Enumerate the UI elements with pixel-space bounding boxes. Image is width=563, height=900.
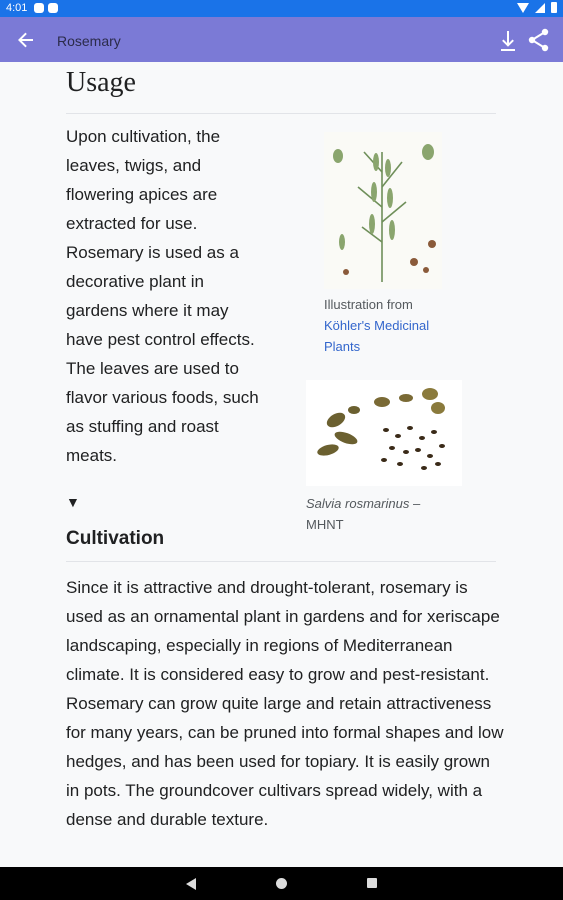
page-title: Rosemary [57,33,121,49]
notification-icons [34,3,58,13]
notification-icon [34,3,44,13]
status-bar [0,0,563,17]
article-content [0,62,563,867]
battery-icon [551,2,557,13]
section-heading-usage: Usage [66,67,136,98]
system-nav-bar [0,867,563,900]
cultivation-paragraph: Since it is attractive and drought-tolerant, rosemary is used as an ornamental plant in gardens and for xeriscape landscaping, especially in regions of Mediterranean climate. It is considered easy to grow and pest-resistant. Rosemary can grow quite large and retain attractiveness for many years, can be pruned into formal shapes and low hedges, and has been used for topiary. It is easily grown in pots. The groundcover cultivars spread widely, with a dense and durable texture. [66,578,504,829]
back-button[interactable] [14,28,38,52]
cell-signal-icon [535,3,545,13]
status-time: 4:01 [6,2,28,14]
share-icon [526,27,552,53]
kohler-illustration-image[interactable] [324,132,442,289]
caption-text: Illustration from [324,297,413,312]
notification-icon [48,3,58,13]
heading-divider [66,113,496,114]
heading-divider [66,561,496,562]
share-button[interactable] [526,27,552,53]
figure-caption-1 [324,294,454,357]
collapse-toggle[interactable]: ▼ [66,494,80,510]
wifi-icon [517,3,529,13]
download-icon [496,27,520,53]
caption-source: – MHNT [306,496,421,532]
figure-caption-2 [306,493,456,535]
nav-recents-icon[interactable] [367,878,377,888]
section-heading-cultivation[interactable]: Cultivation [66,528,165,549]
system-icons [517,2,557,13]
nav-home-icon[interactable] [276,878,287,889]
arrow-left-icon [14,28,38,52]
usage-paragraph: Upon cultivation, the leaves, twigs, and flowering apices are extracted for use. Rosemary is used as a decorative plant in gardens where it may have pest control effects. The leaves are used to flavor various foods, such as stuffing and roast meats. [66,127,259,465]
kohler-medicinal-plants-link[interactable]: Köhler's Medicinal Plants [324,318,430,354]
caption-species: Salvia rosmarinus [306,496,410,511]
specimen-photo-image[interactable] [306,380,462,486]
app-toolbar [0,17,563,62]
nav-back-icon[interactable] [186,878,196,890]
download-button[interactable] [496,27,520,53]
